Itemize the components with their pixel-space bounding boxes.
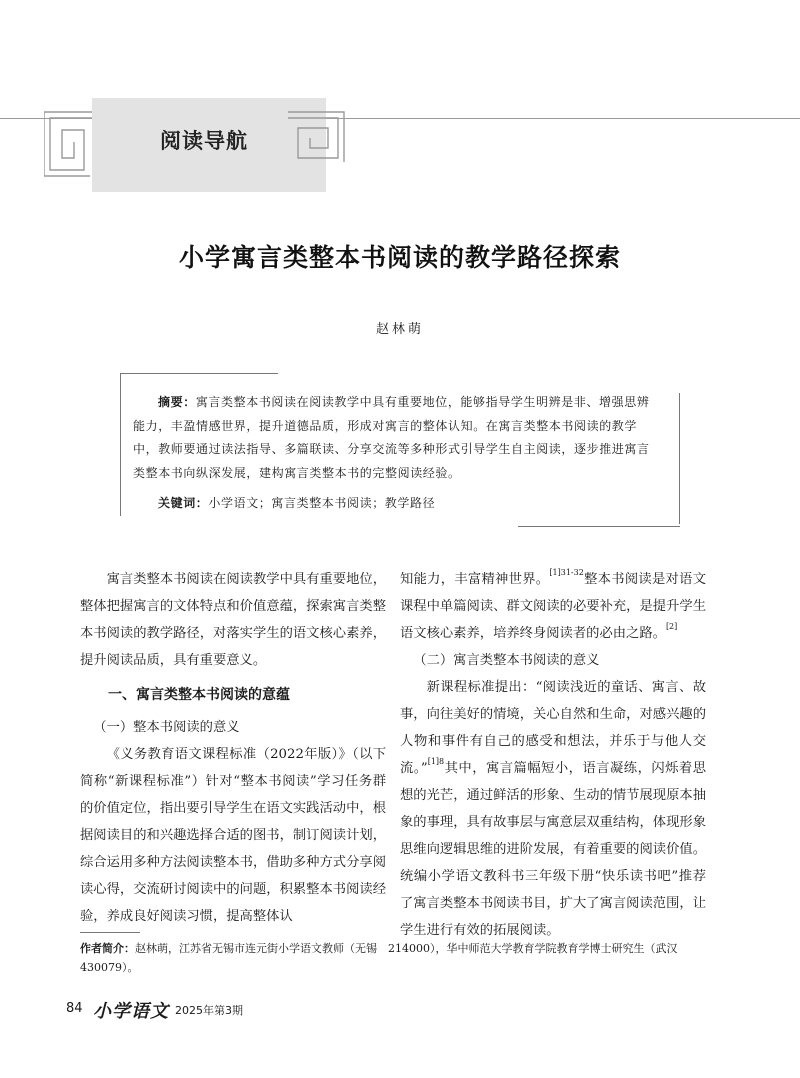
- citation-1: [1]31-32: [549, 568, 584, 577]
- paragraph-intro: 寓言类整本书阅读在阅读教学中具有重要地位，整体把握寓言的文体特点和价值意蕴，探索寓言类整本书阅读的教学路径，对落实学生的语文核心素养，提升阅读品质，具有重要意义。: [80, 572, 386, 668]
- heading-section-1: 一、寓言类整本书阅读的意蕴: [108, 687, 290, 703]
- keywords: [158, 494, 435, 511]
- paragraph-fable-a: 新课程标准提出：“阅读浅近的童话、寓言、故事，向往美好的情境，关心自然和生命，对感兴趣的人物和事件有自己的感受和想法，并乐于与他人交流。”: [400, 680, 706, 776]
- author-footnote: [80, 939, 720, 977]
- author-name: 赵林萌: [375, 322, 424, 337]
- article-title: 小学寓言类整本书阅读的教学路径探索: [178, 243, 621, 272]
- footnote-text: 赵林萌，江苏省无锡市连元街小学语文教师（无锡 214000），华中师范大学教育学院教育学博士研究生（武汉 430079）。: [80, 942, 689, 974]
- footnote-label: 作者简介：: [80, 942, 135, 955]
- footnote-rule: [80, 932, 140, 933]
- paragraph-standard: 《义务教育语文课程标准（2022年版）》（以下简称“新课程标准”）针对“整本书阅读”学习任务群的价值定位，指出要引导学生在语文实践活动中，根据阅读目的和兴趣选择合适的图书，制订阅读计划，综合运用多种方法阅读整本书，借助多种方式分享阅读心得，交流研讨阅读中的问题，积累整本书阅读经验，养成良好阅读习惯，提高整体认: [80, 747, 386, 924]
- paragraph-continued: [400, 566, 706, 647]
- heading-subsection-2: （二）寓言类整本书阅读的意义: [413, 653, 600, 668]
- keywords-label: 关键词：: [158, 496, 209, 510]
- fret-ornament-right: [288, 108, 348, 164]
- abstract-label: 摘要：: [158, 395, 196, 409]
- abstract-frame-bottom: [518, 526, 680, 527]
- issue-label: 2025年第3期: [175, 1004, 243, 1017]
- paragraph-continued-b: 整本书阅读是对语文课程中单篇阅读、群文阅读的必要补充，是提升学生语文核心素养，培养终身阅读者的必由之路。: [400, 572, 707, 641]
- abstract-frame-left: [120, 373, 121, 516]
- abstract-text: 寓言类整本书阅读在阅读教学中具有重要地位，能够指导学生明辨是非、增强思辨能力，丰盈情感世界，提升道德品质，形成对寓言的整体认知。在寓言类整本书阅读的教学中，教师要通过读法指导、多篇联读、分享交流等多种形式引导学生自主阅读，逐步推进寓言类整本书向纵深发展，建构寓言类整本书的完整阅读经验。: [133, 395, 650, 480]
- column-left: [80, 566, 386, 930]
- journal-logo: 小学语文: [93, 1001, 169, 1022]
- heading-subsection-1: （一）整本书阅读的意义: [93, 720, 240, 735]
- keywords-text: 小学语文；寓言类整本书阅读；教学路径: [208, 496, 436, 510]
- section-title: 阅读导航: [160, 129, 248, 153]
- abstract-frame-top: [120, 373, 278, 374]
- abstract-frame-right: [679, 393, 680, 524]
- fret-ornament-left: [44, 108, 92, 180]
- paragraph-fable-b: 其中，寓言篇幅短小，语言凝练，闪烁着思想的光芒，通过鲜活的形象、生动的情节展现原本抽象的事理，具有故事层与寓意层双重结构，体现形象思维向逻辑思维的进阶发展，有着重要的阅读价值。统编小学语文教科书三年级下册“快乐读书吧”推荐了寓言类整本书阅读书目，扩大了寓言阅读范围，让学生进行有效的拓展阅读。: [400, 761, 706, 938]
- abstract: [133, 391, 657, 485]
- paragraph-continued-a: 知能力，丰富精神世界。: [400, 572, 550, 587]
- page-number: 84: [66, 1001, 83, 1016]
- column-right: [400, 566, 706, 944]
- citation-3: [1]8: [427, 757, 445, 766]
- citation-2: [2]: [665, 622, 678, 631]
- paragraph-fable-meaning: [400, 674, 706, 944]
